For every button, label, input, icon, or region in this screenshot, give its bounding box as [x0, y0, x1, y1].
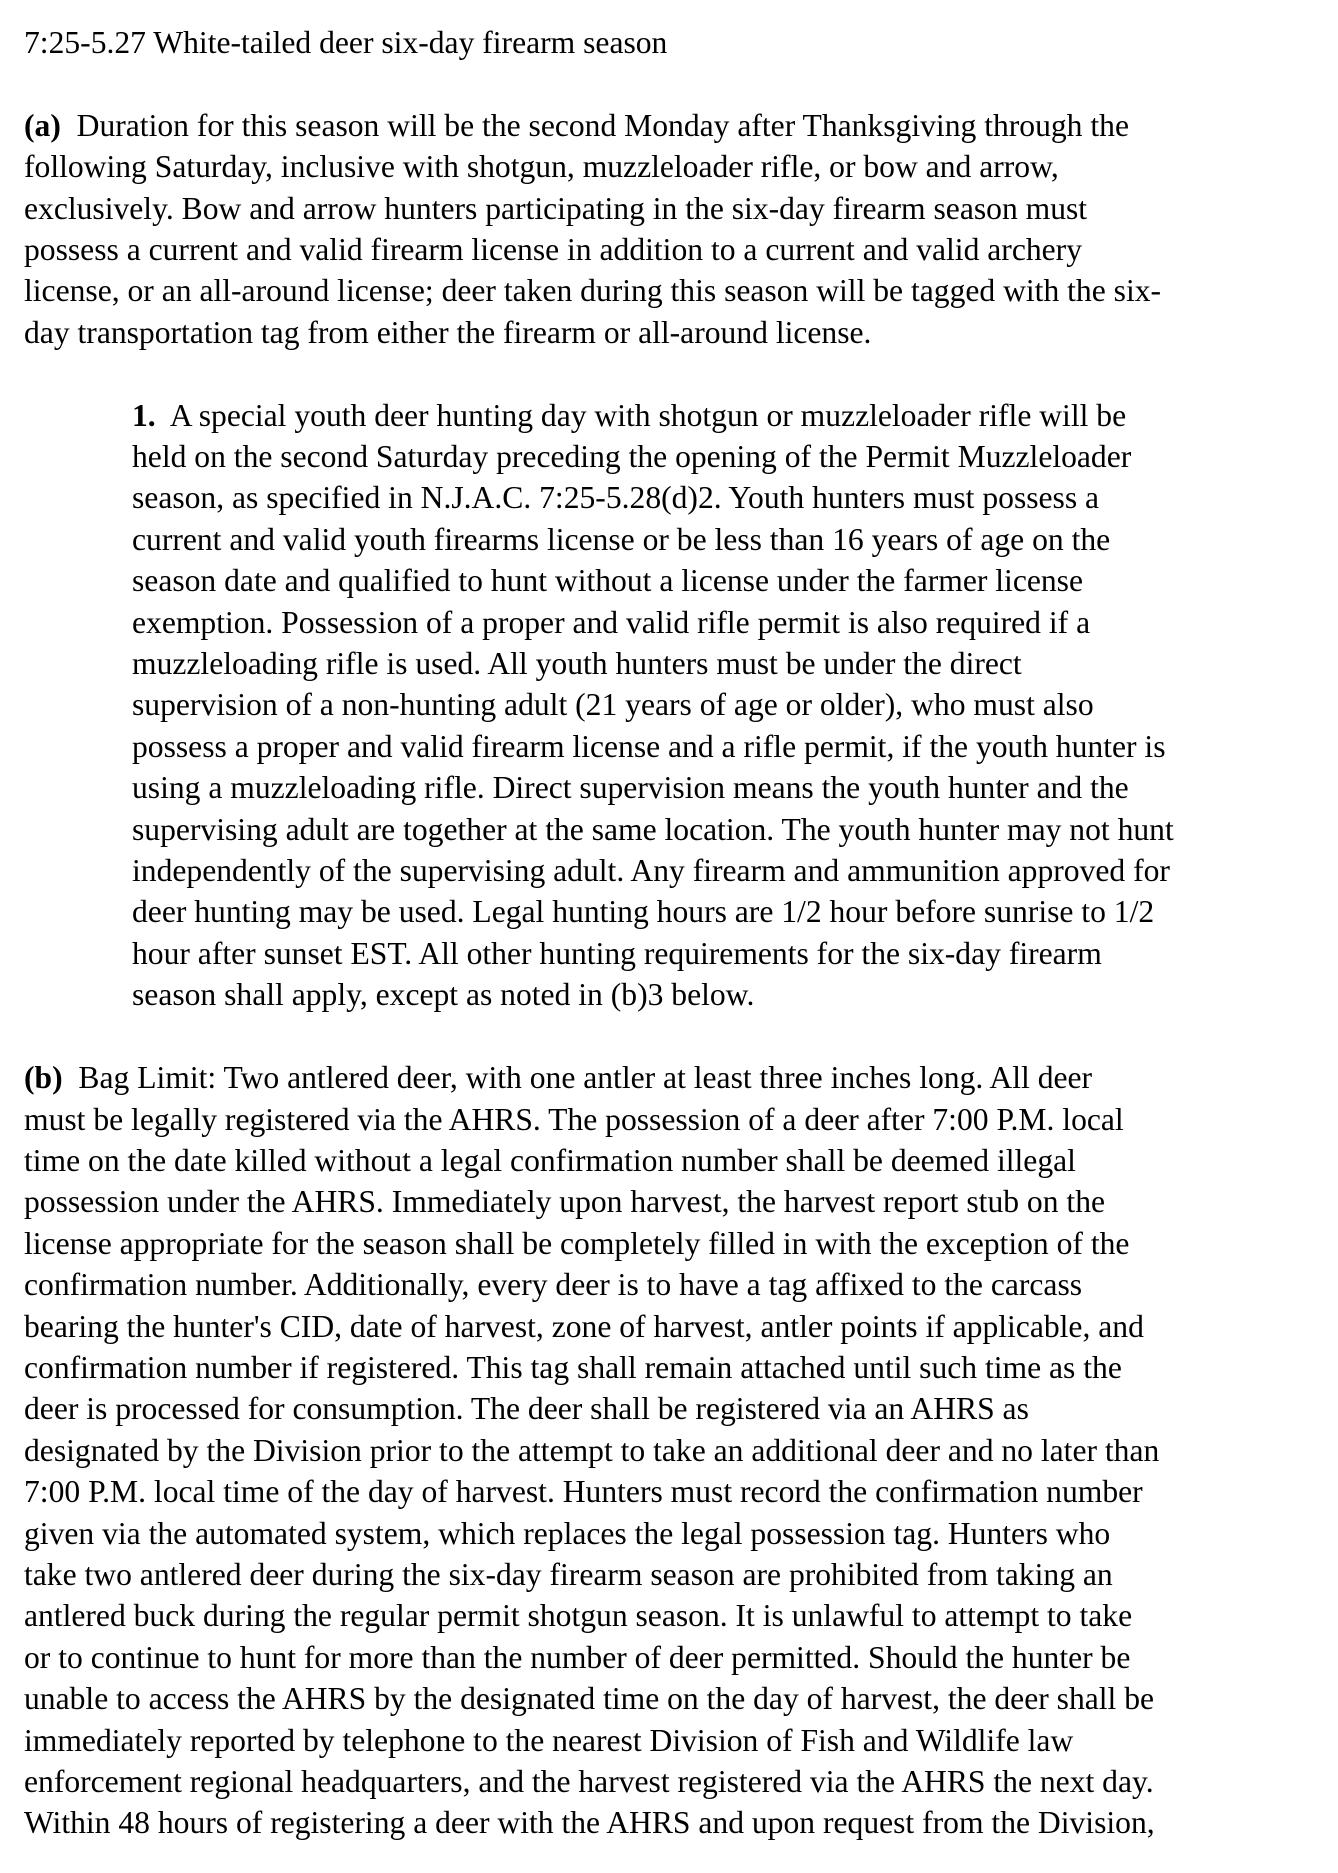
- item-1-line: hour after sunset EST. All other hunting requirements for the six-day firearm: [132, 935, 1102, 971]
- item-1-line: season date and qualified to hunt without a license under the farmer license: [132, 563, 1083, 599]
- paragraph-b-line: [24, 1057, 1334, 1098]
- item-1-line: muzzleloading rifle is used. All youth hunters must be under the direct: [132, 646, 1022, 682]
- paragraph-b-line: deer is processed for consumption. The deer shall be registered via an AHRS as: [24, 1391, 1029, 1427]
- item-1-line: supervision of a non-hunting adult (21 years of age or older), who must also: [132, 687, 1094, 723]
- item-1-line: deer hunting may be used. Legal hunting hours are 1/2 hour before sunrise to 1/2: [132, 894, 1155, 930]
- paragraph-b-line: Within 48 hours of registering a deer with the AHRS and upon request from the Division,: [24, 1805, 1155, 1841]
- paragraph-a-line: day transportation tag from either the firearm or all-around license.: [24, 314, 872, 350]
- paragraph-b-line: take two antlered deer during the six-day firearm season are prohibited from taking an: [24, 1556, 1113, 1592]
- paragraph-b-line: enforcement regional headquarters, and the harvest registered via the AHRS the next day.: [24, 1764, 1154, 1799]
- paragraph-b-line: bearing the hunter's CID, date of harvest, zone of harvest, antler points if applicable, and: [24, 1308, 1144, 1344]
- paragraph-b-label: (b): [24, 1060, 63, 1096]
- paragraph-b-line: confirmation number if registered. This tag shall remain attached until such time as the: [24, 1349, 1122, 1385]
- item-1-label: 1.: [132, 397, 156, 433]
- paragraph-a: [24, 105, 1334, 353]
- paragraph-a-item-1: [132, 395, 1334, 1016]
- item-1-line: held on the second Saturday preceding the opening of the Permit Muzzleloader: [132, 439, 1132, 475]
- item-1-line: supervising adult are together at the same location. The youth hunter may not hunt: [132, 811, 1174, 847]
- paragraph-a-line: following Saturday, inclusive with shotgun, muzzleloader rifle, or bow and arrow,: [24, 149, 1059, 185]
- paragraph-b-line: designated by the Division prior to the attempt to take an additional deer and no later than: [24, 1432, 1160, 1468]
- paragraph-a-line-text: Duration for this season will be the second Monday after Thanksgiving through the: [76, 107, 1129, 143]
- document-page: [24, 22, 1334, 1844]
- paragraph-b-line: or to continue to hunt for more than the number of deer permitted. Should the hunter be: [24, 1639, 1131, 1675]
- paragraph-b-line: given via the automated system, which replaces the legal possession tag. Hunters who: [24, 1515, 1111, 1551]
- section-heading: 7:25-5.27 White-tailed deer six-day firearm season: [24, 25, 668, 60]
- paragraph-a-label: (a): [24, 107, 61, 143]
- item-1-line: using a muzzleloading rifle. Direct supervision means the youth hunter and the: [132, 770, 1129, 806]
- paragraph-a-line: license, or an all-around license; deer taken during this season will be tagged with the six-: [24, 273, 1162, 309]
- paragraph-b-line: confirmation number. Additionally, every deer is to have a tag affixed to the carcass: [24, 1267, 1083, 1303]
- paragraph-b-line-text: Bag Limit: Two antlered deer, with one antler at least three inches long. All deer: [78, 1060, 1093, 1096]
- paragraph-a-line: [24, 105, 1334, 146]
- item-1-line-text: A special youth deer hunting day with shotgun or muzzleloader rifle will be: [169, 397, 1127, 433]
- paragraph-a-line: possess a current and valid firearm license in addition to a current and valid archery: [24, 232, 1082, 267]
- paragraph-b-line: possession under the AHRS. Immediately upon harvest, the harvest report stub on the: [24, 1184, 1106, 1220]
- item-1-line: season shall apply, except as noted in (b)3 below.: [132, 977, 755, 1013]
- paragraph-a-line: exclusively. Bow and arrow hunters participating in the six-day firearm season must: [24, 190, 1088, 226]
- item-1-line: independently of the supervising adult. Any firearm and ammunition approved for: [132, 853, 1170, 889]
- paragraph-b: [24, 1057, 1334, 1844]
- item-1-line: [132, 395, 1334, 436]
- item-1-line: current and valid youth firearms license or be less than 16 years of age on the: [132, 521, 1111, 557]
- paragraph-b-line: immediately reported by telephone to the nearest Division of Fish and Wildlife law: [24, 1722, 1074, 1758]
- item-1-line: exemption. Possession of a proper and valid rifle permit is also required if a: [132, 604, 1091, 640]
- paragraph-b-line: time on the date killed without a legal confirmation number shall be deemed illegal: [24, 1142, 1076, 1178]
- item-1-line: season, as specified in N.J.A.C. 7:25-5.28(d)2. Youth hunters must possess a: [132, 480, 1100, 516]
- paragraph-b-line: must be legally registered via the AHRS. The possession of a deer after 7:00 P.M. local: [24, 1101, 1124, 1137]
- paragraph-b-line: license appropriate for the season shall be completely filled in with the exception of the: [24, 1225, 1130, 1261]
- paragraph-b-line: antlered buck during the regular permit shotgun season. It is unlawful to attempt to take: [24, 1598, 1133, 1634]
- paragraph-b-line: 7:00 P.M. local time of the day of harvest. Hunters must record the confirmation number: [24, 1474, 1143, 1510]
- item-1-line: possess a proper and valid firearm license and a rifle permit, if the youth hunter is: [132, 728, 1166, 764]
- paragraph-b-line: unable to access the AHRS by the designated time on the day of harvest, the deer shall be: [24, 1681, 1155, 1717]
